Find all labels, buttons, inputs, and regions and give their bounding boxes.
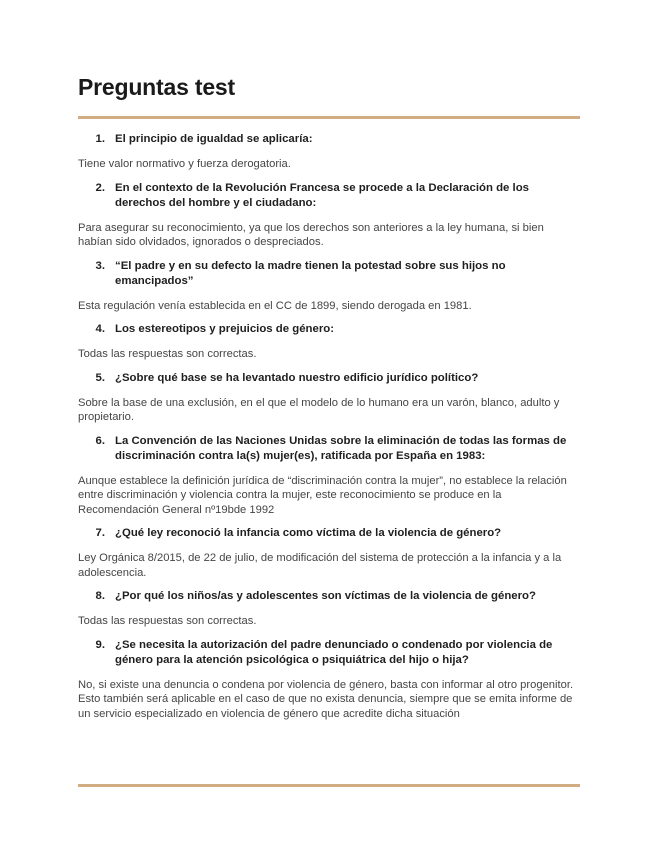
question-number: 9.: [95, 638, 105, 651]
question-text: “El padre y en su defecto la madre tienen la potestad sobre sus hijos no emancipados”: [115, 259, 506, 287]
question-number: 2.: [95, 181, 105, 194]
question-text: Los estereotipos y prejuicios de género:: [115, 323, 335, 335]
question-text: ¿Sobre qué base se ha levantado nuestro edificio jurídico político?: [115, 371, 479, 384]
question-text: En el contexto de la Revolución Francesa se procede a la Declaración de los derechos del hombre y el ciudadano:: [115, 181, 530, 209]
question-text: ¿Se necesita la autorización del padre denunciado o condenado por violencia de género para la atención psicológica o psiquiátrica del hijo o hija?: [115, 638, 553, 666]
answer-4: Todas las respuestas son correctas.: [78, 348, 257, 360]
question-number: 8.: [95, 590, 105, 602]
answer-3: Esta regulación venía establecida en el CC de 1899, siendo derogada en 1981.: [78, 299, 472, 312]
question-4: [78, 322, 580, 337]
answer-6: Aunque establece la definición jurídica de “discriminación contra la mujer”, no establece la relación entre discriminación y violencia contra la mujer, este reconocimiento se produce en la Recomendación General nº19bde 1992: [78, 474, 567, 516]
question-5: [78, 371, 580, 386]
answer-1: Tiene valor normativo y fuerza derogatoria.: [78, 158, 291, 170]
question-1: [78, 132, 580, 147]
question-9: [78, 638, 580, 668]
answer-9: No, si existe una denuncia o condena por violencia de género, basta con informar al otro progenitor. Esto también será aplicable en el caso de que no exista denuncia, siempre que se emita informe de un servicio especializado en violencia de género que acredite dicha situación: [78, 678, 574, 720]
answer-7: Ley Orgánica 8/2015, de 22 de julio, de modificación del sistema de protección a la infancia y a la adolescencia.: [78, 552, 562, 579]
question-6: [78, 434, 580, 464]
question-text: El principio de igualdad se aplicaría:: [115, 133, 313, 145]
question-3: [78, 259, 580, 289]
question-7: [78, 526, 580, 541]
question-number: 4.: [95, 323, 105, 335]
top-divider: [78, 116, 580, 119]
question-list: [78, 132, 580, 730]
question-number: 3.: [95, 259, 105, 272]
question-number: 1.: [95, 133, 105, 145]
question-2: [78, 181, 580, 211]
answer-2: Para asegurar su reconocimiento, ya que los derechos son anteriores a la ley humana, si bien habían sido olvidados, ignorados o despreciados.: [78, 221, 544, 248]
question-8: [78, 589, 580, 604]
question-number: 5.: [95, 371, 105, 384]
bottom-divider: [78, 784, 580, 787]
question-text: ¿Por qué los niños/as y adolescentes son víctimas de la violencia de género?: [115, 590, 536, 602]
question-text: ¿Qué ley reconoció la infancia como víctima de la violencia de género?: [115, 527, 502, 539]
answer-5: Sobre la base de una exclusión, en el que el modelo de lo humano era un varón, blanco, adulto y propietario.: [78, 396, 560, 423]
answer-8: Todas las respuestas son correctas.: [78, 615, 257, 627]
question-number: 7.: [95, 527, 105, 539]
question-text: La Convención de las Naciones Unidas sobre la eliminación de todas las formas de discriminación contra la(s) mujer(es), ratificada por España en 1983:: [115, 434, 567, 462]
question-number: 6.: [95, 434, 105, 447]
page-title: Preguntas test: [78, 74, 235, 100]
